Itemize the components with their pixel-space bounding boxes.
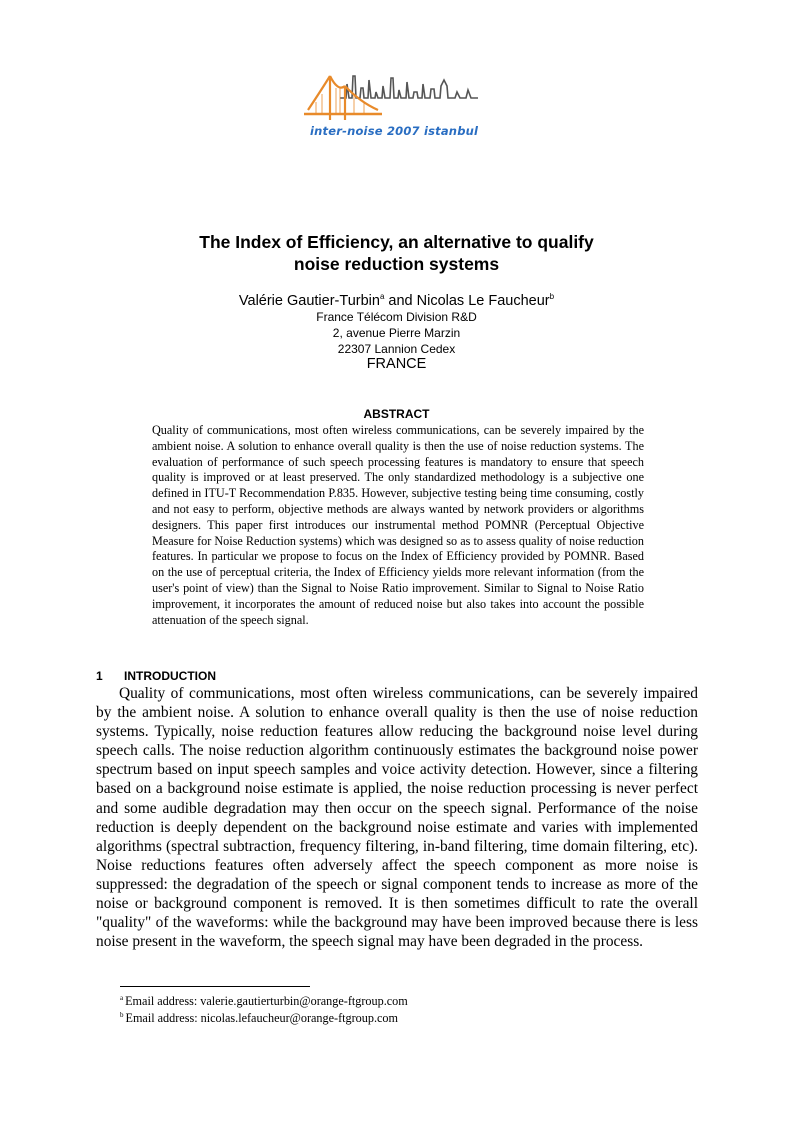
author-line (0, 292, 793, 309)
footnote-a (120, 994, 408, 1009)
title-line-2: noise reduction systems (293, 254, 500, 274)
section-heading (96, 669, 216, 683)
footnote-b-mark: b (120, 1011, 124, 1019)
footnote-b (120, 1011, 398, 1026)
affiliation-org: France Télécom Division R&D (316, 310, 477, 324)
author-2-mark: b (549, 292, 555, 301)
skyline-waveform (340, 76, 478, 98)
footnote-divider (120, 986, 310, 987)
footnote-a-mark: a (120, 994, 124, 1002)
affiliation-street: 2, avenue Pierre Marzin (332, 326, 461, 340)
footnote-b-text: Email address: nicolas.lefaucheur@orange-ftgroup.com (125, 1011, 398, 1025)
section-title: INTRODUCTION (124, 669, 216, 683)
abstract-body: Quality of communications, most often wireless communications, can be severely impaired by the ambient noise. A solution to enhance overall quality is then the use of noise reduction systems. The evaluation of performance of such speech processing features is mandatory to ensure that speech quality is improved or at least preserved. The only standardized methodology is a subjective one defined in ITU-T Recommendation P.835. However, subjective testing being time consuming, costly and not easy to perform, objective methods are always wanted by network providers or algorithms designers. This paper first introduces our instrumental method POMNR (Perceptual Objective Measure for Noise Reduction systems) which was designed so as to assess quality of noise reduction features. In particular we propose to focus on the Index of Efficiency provided by POMNR. Based on the use of perceptual criteria, the Index of Efficiency yields more relevant information (from the user's point of view) than the Signal to Noise Ratio improvement. Similar to Signal to Noise Ratio improvement, it incorporates the amount of reduced noise but also takes into account the possible attenuation of the speech signal. (152, 423, 644, 627)
conference-logo-text: inter-noise 2007 istanbul (310, 124, 479, 138)
author-1: Valérie Gautier-Turbin (238, 293, 380, 309)
section-number: 1 (96, 669, 103, 683)
affiliation-country: FRANCE (366, 356, 427, 372)
abstract-heading: ABSTRACT (363, 407, 430, 421)
paper-title (0, 231, 793, 275)
title-line-1: The Index of Efficiency, an alternative to qualify (199, 232, 594, 252)
affiliation-city: 22307 Lannion Cedex (337, 342, 456, 356)
author-2: and Nicolas Le Faucheur (384, 293, 550, 309)
author-1-mark: a (379, 292, 385, 301)
introduction-paragraph: Quality of communications, most often wireless communications, can be severely impaired by the ambient noise. A solution to enhance overall quality is then the use of noise reduction systems. Typically, noise reduction features allow reducing the background noise level during speech calls. The noise reduction algorithm continuously estimates the background noise power spectrum based on input speech samples and voice activity detection. However, since a filtering based on a background noise estimate is applied, the noise reduction processing is never perfect and some audible degradation may then occur on the speech signal. Performance of the noise reduction is deeply dependent on the background noise estimate and varies with implemented algorithms (spectral subtraction, frequency filtering, in-band filtering, time domain filtering, etc). Noise reductions features often adversely affect the speech component as more noise is suppressed: the degradation of the speech or signal component tends to increase as more of the noise or background component is removed. It is then sometimes difficult to rate the overall "quality" of the waveforms: while the background may have been improved because there is less noise present in the waveform, the speech signal may have been degraded in the process. (96, 685, 698, 951)
footnote-a-text: Email address: valerie.gautierturbin@orange-ftgroup.com (125, 994, 408, 1008)
